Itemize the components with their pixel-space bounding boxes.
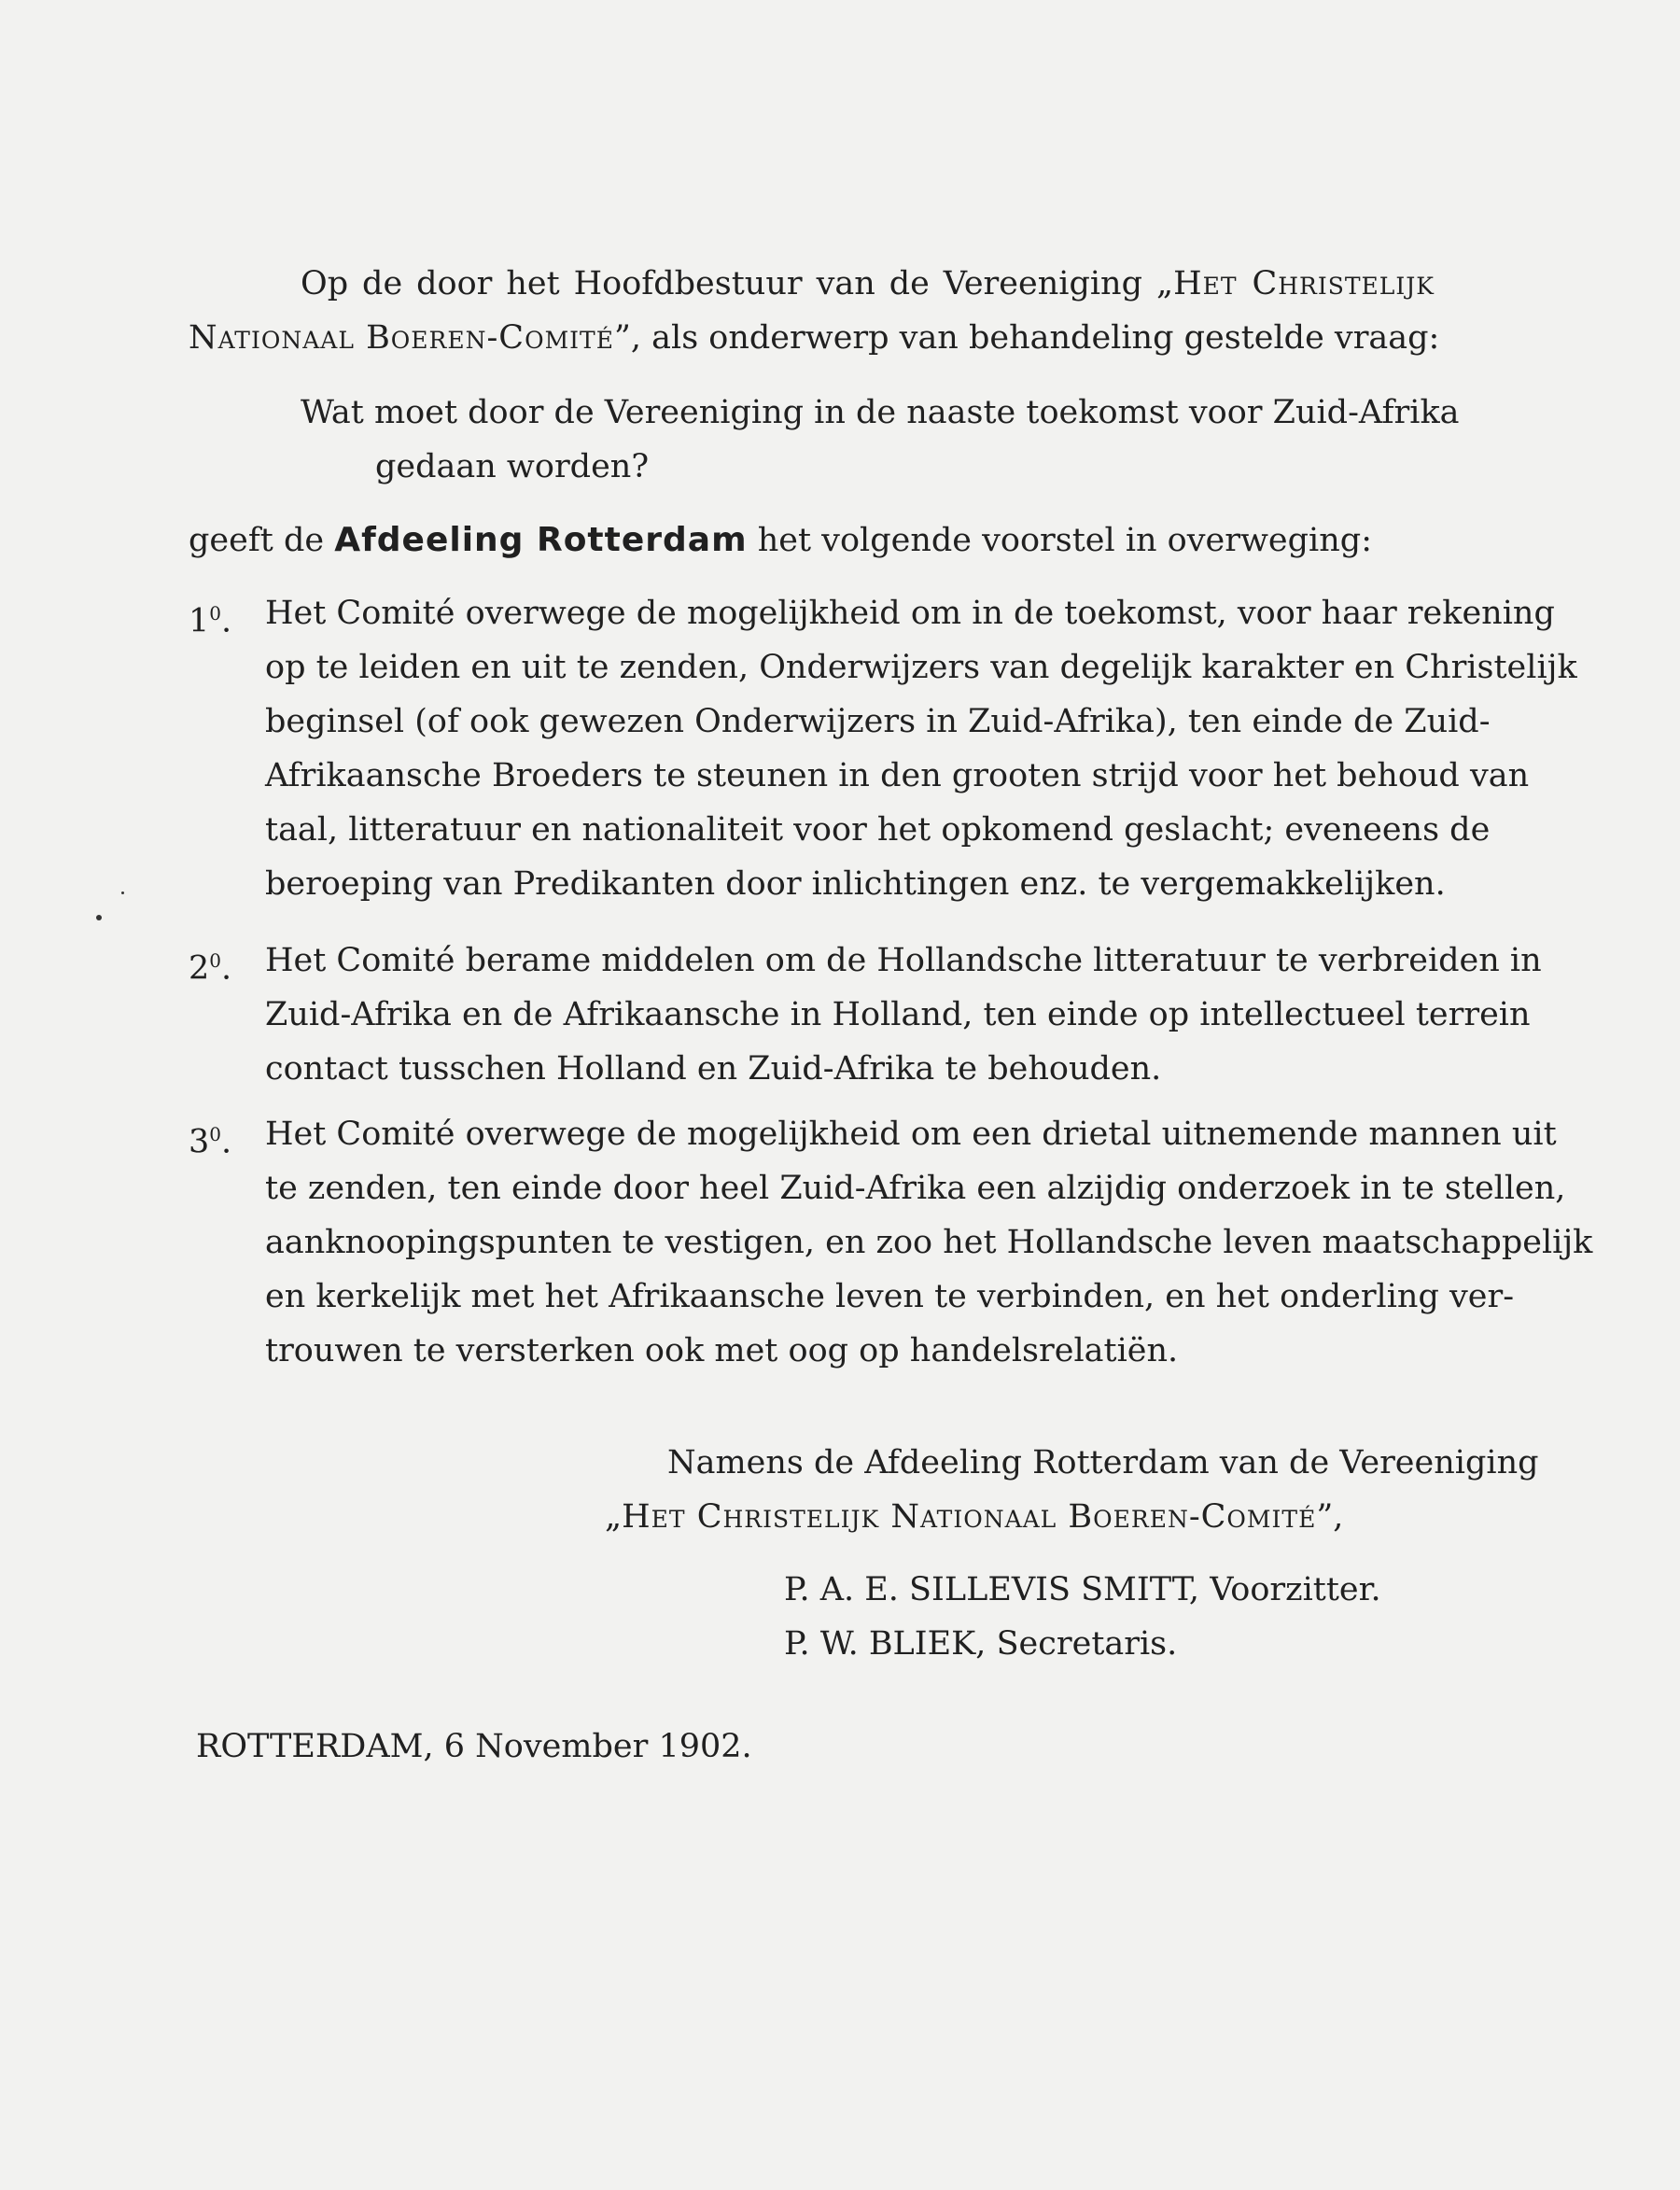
item-line: aanknoopingspunten te vestigen, en zoo het Hollandsche leven maatschappelijk (265, 1224, 1593, 1261)
secretary-role: Secretaris. (996, 1625, 1178, 1663)
scan-speck (96, 915, 102, 920)
intro-line-1: Op de door het Hoofdbestuur van de Vereeniging „Het Christelijk (301, 265, 1435, 302)
intro-paragraph (189, 257, 1440, 365)
item-line: taal, litteratuur en nationaliteit voor het opkomend geslacht; eveneens de (265, 811, 1491, 849)
item-line: op te leiden en uit te zenden, Onderwijzers van degelijk karakter en Christelijk (265, 649, 1577, 686)
item-line: Het Comité overwege de mogelijkheid om in de toekomst, voor haar rekening (265, 595, 1555, 632)
item-line: te zenden, ten einde door heel Zuid-Afrika een alzijdig onderzoek in te stellen, (265, 1170, 1566, 1207)
intro-line-2: Nationaal Boeren-Comité”, als onderwerp van behandeling gestelde vraag: (189, 319, 1440, 357)
department-name: Afdeeling Rotterdam (334, 521, 748, 559)
place: ROTTERDAM, (196, 1728, 434, 1765)
proposal-intro: geeft de Afdeeling Rotterdam het volgende voorstel in overweging: (189, 521, 1372, 559)
question-line-1: Wat moet door de Vereeniging in de naaste toekomst voor Zuid-Afrika (301, 394, 1460, 431)
place-date (196, 1720, 849, 1774)
item-line: Afrikaansche Broeders te steunen in den grooten strijd voor het behoud van (265, 757, 1530, 794)
date: 6 November 1902. (443, 1728, 752, 1765)
signature-block (605, 1436, 1539, 1671)
secretary (784, 1617, 1442, 1671)
chairman-name: P. A. E. SILLEVIS SMITT, (784, 1571, 1200, 1608)
item-line: Het Comité berame middelen om de Hollandsche litteratuur te verbreiden in (265, 942, 1542, 979)
item-line: beginsel (of ook gewezen Onderwijzers in Zuid-Afrika), ten einde de Zuid- (265, 703, 1491, 740)
question (301, 386, 1460, 494)
item-line: en kerkelijk met het Afrikaansche leven te verbinden, en het onderling ver- (265, 1278, 1515, 1315)
item-number: $3^0$. (189, 1123, 232, 1161)
item-number: $1^0$. (189, 602, 232, 640)
scan-speck (121, 891, 124, 894)
proposal-item-2 (189, 934, 1542, 1096)
proposal-item-1 (189, 586, 1577, 911)
chairman-role: Voorzitter. (1210, 1571, 1381, 1608)
item-line: beroeping van Predikanten door inlichtingen enz. te vergemakkelijken. (265, 865, 1446, 903)
proposal-item-3 (189, 1107, 1593, 1378)
secretary-name: P. W. BLIEK, (784, 1625, 987, 1663)
item-line: Zuid-Afrika en de Afrikaansche in Holland, ten einde op intellectueel terrein (265, 996, 1531, 1033)
committee-name: Nationaal Boeren-Comité (189, 319, 614, 357)
chairman (784, 1563, 1442, 1617)
item-line: trouwen te versterken ook met oog op handelsrelatiën. (265, 1332, 1179, 1369)
item-number: $2^0$. (189, 949, 232, 988)
signature-line-2: „Het Christelijk Nationaal Boeren-Comité”, (605, 1498, 1344, 1536)
question-line-2: gedaan worden? (375, 448, 650, 485)
item-line: Het Comité overwege de mogelijkheid om een drietal uitnemende mannen uit (265, 1116, 1557, 1153)
association-name: Het Christelijk (1173, 265, 1435, 302)
signature-line-1: Namens de Afdeeling Rotterdam van de Vereeniging (667, 1444, 1539, 1481)
item-line: contact tusschen Holland en Zuid-Afrika te behouden. (265, 1050, 1162, 1088)
